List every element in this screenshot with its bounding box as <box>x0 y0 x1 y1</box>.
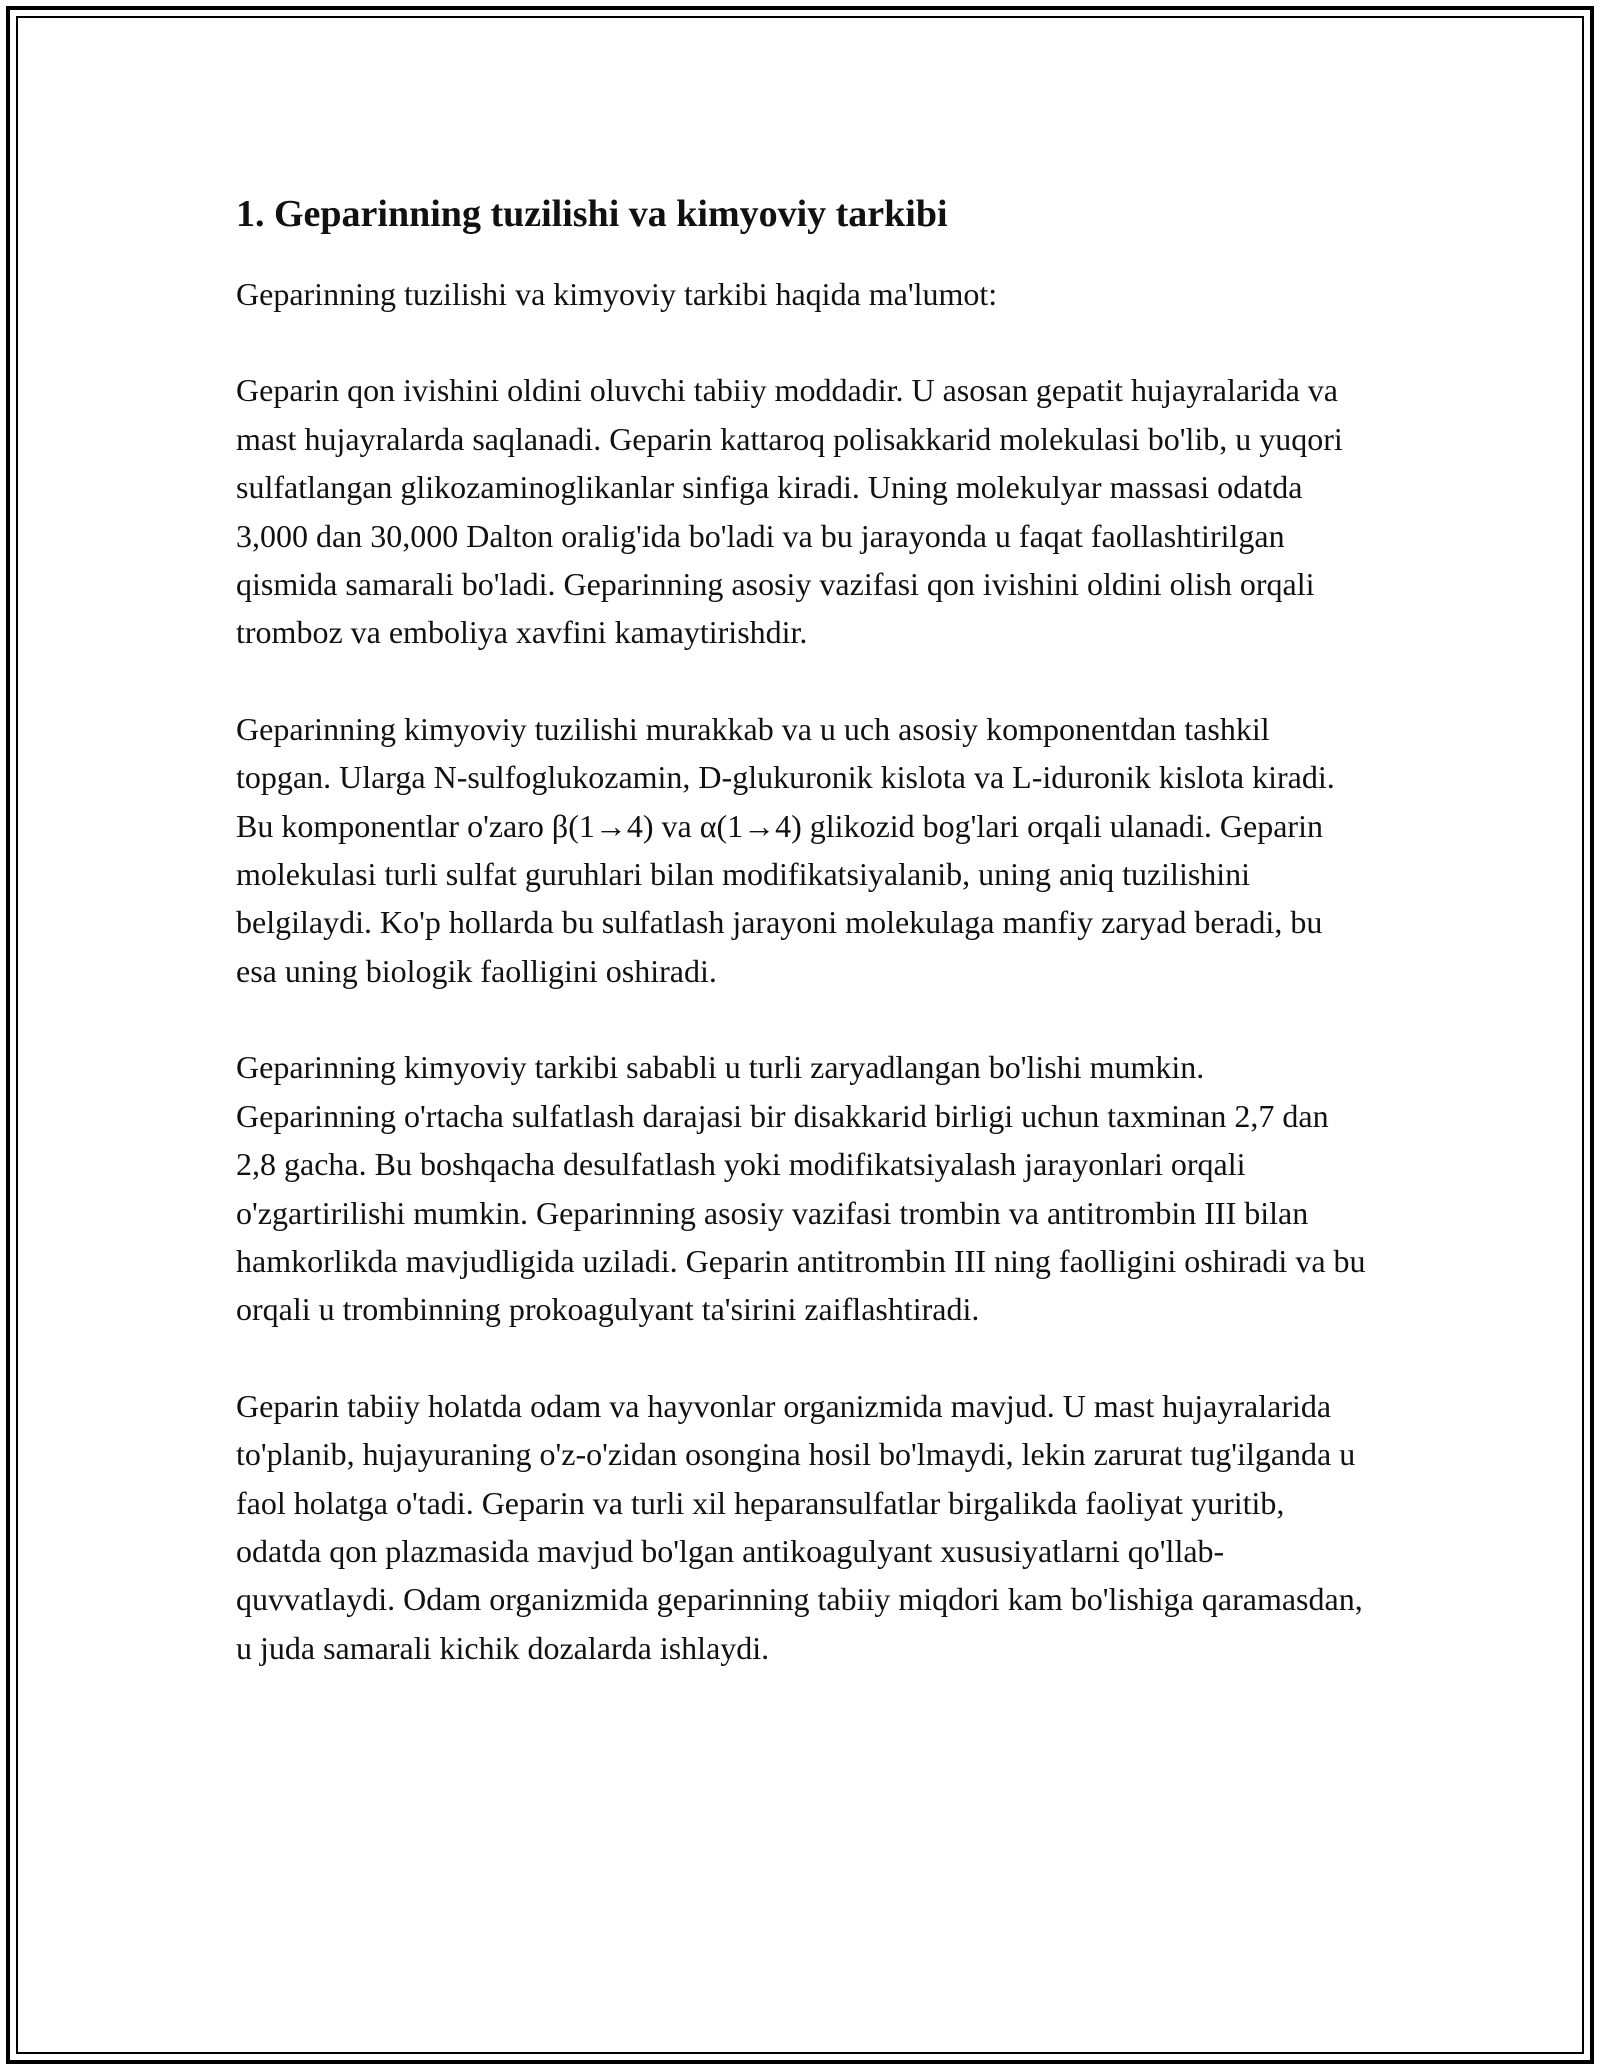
paragraph-2: Geparinning kimyoviy tuzilishi murakkab va u uch asosiy komponentdan tashkil topgan. Ularga N-sulfoglukozamin, D-glukuronik kislota va L-iduronik kislota kiradi. Bu komponentlar o'zaro β(1→4) va α(1→4) glikozid bog'lari orqali ulanadi. Geparin molekulasi turli sulfat guruhlari bilan modifikatsiyalanib, uning aniq tuzilishini belgilaydi. Ko'p hollarda bu sulfatlash jarayoni molekulaga manfiy zaryad beradi, bu esa uning biologik faolligini oshiradi. <box>236 710 1335 989</box>
section-heading: 1. Geparinning tuzilishi va kimyoviy tarkibi <box>236 193 948 235</box>
document-body <box>236 186 1366 1720</box>
paragraph-4: Geparin tabiiy holatda odam va hayvonlar organizmida mavjud. U mast hujayralarida to'planib, hujayuraning o'z-o'zidan osongina hosil bo'lmaydi, lekin zarurat tug'ilganda u faol holatga o'tadi. Geparin va turli xil heparansulfatlar birgalikda faoliyat yuritib, odatda qon plazmasida mavjud bo'lgan antikoagulyant xususiyatlarni qo'llab-quvvatlaydi. Odam organizmida geparinning tabiiy miqdori kam bo'lishiga qaramasdan, u juda samarali kichik dozalarda ishlaydi. <box>236 1387 1363 1666</box>
intro-paragraph: Geparinning tuzilishi va kimyoviy tarkibi haqida ma'lumot: <box>236 276 998 312</box>
paragraph-3: Geparinning kimyoviy tarkibi sababli u turli zaryadlangan bo'lishi mumkin. Geparinning o'rtacha sulfatlash darajasi bir disakkarid birligi uchun taxminan 2,7 dan 2,8 gacha. Bu boshqacha desulfatlash yoki modifikatsiyalash jarayonlari orqali o'zgartirilishi mumkin. Geparinning asosiy vazifasi trombin va antitrombin III bilan hamkorlikda mavjudligida uziladi. Geparin antitrombin III ning faolligini oshiradi va bu orqali u trombinning prokoagulyant ta'sirini zaiflashtiradi. <box>236 1049 1366 1328</box>
paragraph-1: Geparin qon ivishini oldini oluvchi tabiiy moddadir. U asosan gepatit hujayralarida va mast hujayralarda saqlanadi. Geparin kattaroq polisakkarid molekulasi bo'lib, u yuqori sulfatlangan glikozaminoglikanlar sinfiga kiradi. Uning molekulyar massasi odatda 3,000 dan 30,000 Dalton oralig'ida bo'ladi va bu jarayonda u faqat faollashtirilgan qismida samarali bo'ladi. Geparinning asosiy vazifasi qon ivishini oldini olish orqali tromboz va emboliya xavfini kamaytirishdir. <box>236 372 1343 651</box>
